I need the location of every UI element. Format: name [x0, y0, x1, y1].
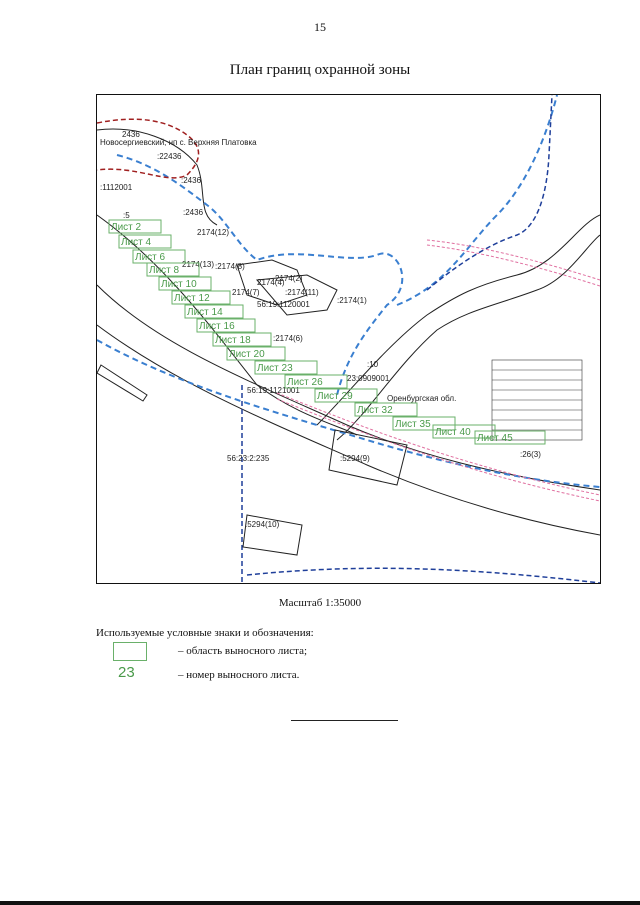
legend-title: Используемые условные знаки и обозначения: — [96, 627, 314, 639]
stream-line — [317, 215, 600, 425]
sheet-label-14: Лист 14 — [187, 307, 223, 318]
map-label-56-19-1120001: 56:19:1120001 — [257, 300, 310, 309]
map-label-5: :5 — [123, 211, 130, 220]
dense-settlement — [492, 360, 582, 440]
map-label-2174-12: 2174(12) — [197, 228, 230, 237]
parcel-small-west — [97, 365, 147, 401]
map-label-2174-7: 2174(7) — [232, 288, 260, 297]
legend-sheet-number-symbol: 23 — [118, 664, 135, 681]
page-title: План границ охранной зоны — [229, 62, 411, 78]
sheet-label-8: Лист 8 — [149, 265, 180, 276]
settlement-hatch — [492, 370, 582, 430]
sheet-label-4: Лист 4 — [121, 237, 152, 248]
pink-zone-upper — [427, 240, 600, 280]
map-label-2436-c: :2436 — [183, 208, 204, 217]
sheet-areas — [109, 220, 545, 444]
sheet-label-20: Лист 20 — [229, 349, 265, 360]
navy-boundary-east — [427, 95, 552, 290]
sheet-label-32: Лист 32 — [357, 405, 393, 416]
map-labels — [100, 130, 541, 529]
map-label-10: :10 — [367, 360, 379, 369]
map-label-1112001: :1112001 — [100, 183, 133, 192]
sheet-label-2: Лист 2 — [111, 222, 142, 233]
legend-sheet-area-symbol — [113, 642, 147, 661]
map-label-2174-8: :2174(8) — [215, 262, 245, 271]
page-number: 15 — [314, 20, 326, 34]
map-label-2174-11: :2174(11) — [285, 288, 319, 297]
legend-sheet-number-text: – номер выносного листа. — [178, 669, 300, 681]
map-label-56-23-2235: 56:23:2:235 — [227, 454, 270, 463]
sheet-label-26: Лист 26 — [287, 377, 323, 388]
pink-zone-lower — [427, 245, 600, 286]
map-label-2174-2: 2174(2) — [275, 274, 303, 283]
map-label-5294-9: :5294(9) — [340, 454, 370, 463]
sheet-label-29: Лист 29 — [317, 391, 353, 402]
navy-boundary-south — [247, 568, 600, 583]
pink-zone-road — [277, 393, 600, 495]
map-label-2174-1: :2174(1) — [337, 296, 367, 305]
sheet-label-35: Лист 35 — [395, 419, 431, 430]
sheet-label-16: Лист 16 — [199, 321, 235, 332]
legend-sheet-area-text: – область выносного листа; — [178, 645, 308, 657]
sheet-label-10: Лист 10 — [161, 279, 197, 290]
map-label-2174-6: :2174(6) — [273, 334, 303, 343]
map-label-0909001: 23:0909001 — [347, 374, 390, 383]
sheet-label-45: Лист 45 — [477, 433, 513, 444]
sheet-label-12: Лист 12 — [174, 293, 210, 304]
map-frame — [96, 94, 601, 584]
sheet-label-6: Лист 6 — [135, 252, 166, 263]
pink-zone-lines — [277, 240, 600, 501]
sheet-label-23: Лист 23 — [257, 363, 293, 374]
map-canvas — [97, 95, 600, 583]
map-label-2436-b: :2436 — [181, 176, 202, 185]
map-label-2436-a: 2436 — [122, 130, 140, 139]
map-label-region: Оренбургская обл. — [387, 394, 457, 403]
map-label-56-19-1121001: 56:19:1121001 — [247, 386, 300, 395]
map-scale: Масштаб 1:35000 — [278, 597, 362, 609]
sheet-label-18: Лист 18 — [215, 335, 251, 346]
sheet-label-40: Лист 40 — [435, 427, 471, 438]
map-label-22436: :22436 — [157, 152, 182, 161]
map-label-2174-13: 2174(13) — [182, 260, 215, 269]
map-label-2174-4: 2174(4) — [257, 278, 285, 287]
map-label-settlement: Новосергиевский, нп с. Верхняя Платовка — [100, 138, 257, 147]
map-label-26-3: :26(3) — [520, 450, 541, 459]
map-label-5294-10: :5294(10) — [245, 520, 280, 529]
settlement-boundary — [97, 119, 199, 178]
pink-zone-road-2 — [277, 399, 600, 501]
bottom-edge-bar — [0, 901, 640, 905]
blue-boundary-east — [397, 95, 557, 305]
divider-line — [291, 720, 398, 721]
